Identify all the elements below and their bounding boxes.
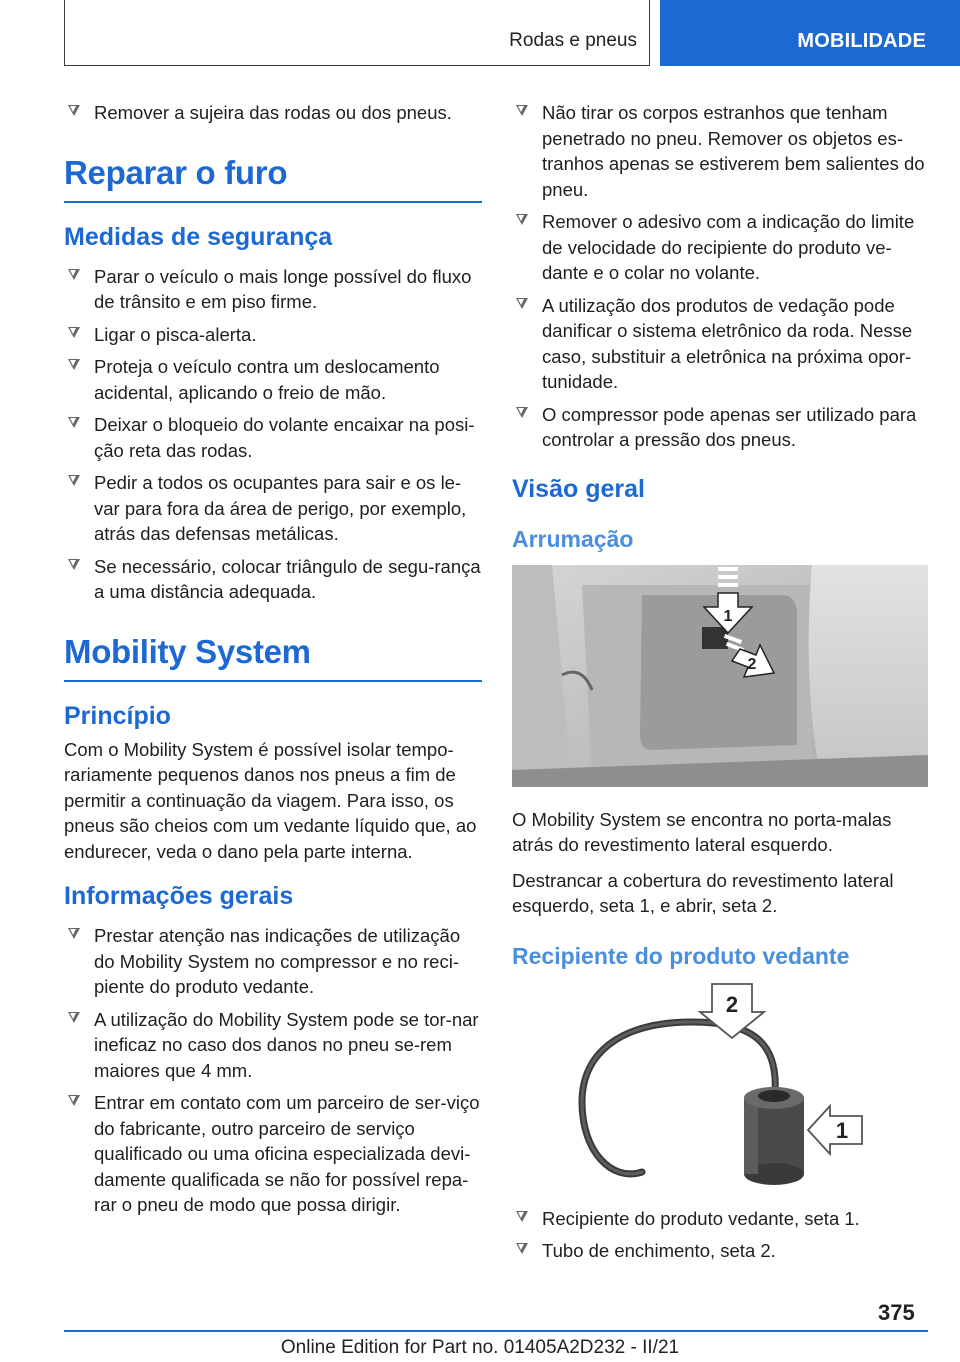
- list-item: Ligar o pisca-alerta.: [64, 322, 482, 348]
- list-item: Parar o veículo o mais longe possível do fluxo de trânsito e em piso firme.: [64, 264, 482, 315]
- arrow-1-label: 1: [835, 1117, 849, 1143]
- list-item: Pedir a todos os ocupantes para sair e os le-var para fora da área de perigo, por exemplo, atrás das defensas metálicas.: [64, 470, 482, 547]
- bullet-triangle-icon: [68, 105, 80, 116]
- heading-sealant-container: Recipiente do produto vedante: [512, 942, 850, 969]
- list-item: A utilização dos produtos de vedação pode danificar o sistema eletrônico da roda. Nesse caso, substituir a eletrônica na próxima opor-tunidade.: [512, 293, 928, 395]
- precaution-list: [512, 100, 928, 453]
- container-list: [512, 1206, 928, 1264]
- sealant-container-figure: [512, 982, 928, 1196]
- list-item: Entrar em contato com um parceiro de ser-viço do fabricante, outro parceiro de serviço qualificado ou uma oficina especializada devi-damente qualificada se não for possível repa-rar o pneu de modo que possa dirigir.: [64, 1090, 482, 1218]
- sealant-container-illustration: [512, 982, 928, 1196]
- arrow-2-label: 2: [747, 655, 757, 673]
- edition-link[interactable]: Online Edition for Part no. 01405A2D232 - II/21: [280, 1337, 680, 1358]
- list-item: Não tirar os corpos estranhos que tenham penetrado no pneu. Remover os objetos es-tranhos apenas se estiverem bem salientes do pneu.: [512, 100, 928, 202]
- heading-overview: Visão geral: [512, 474, 645, 503]
- bullet-triangle-icon: [68, 417, 80, 428]
- bullet-triangle-icon: [516, 1243, 528, 1254]
- right-column: [512, 100, 928, 1271]
- heading-general-info: Informações gerais: [64, 882, 294, 910]
- bullet-triangle-icon: [516, 407, 528, 418]
- bullet-triangle-icon: [68, 1012, 80, 1023]
- bullet-triangle-icon: [68, 475, 80, 486]
- list-item: Remover o adesivo com a indicação do limite de velocidade do recipiente do produto ve-dante e o colar no volante.: [512, 209, 928, 286]
- page-number: 375: [878, 1300, 915, 1325]
- left-column: [64, 100, 482, 1225]
- heading-principle: Princípio: [64, 701, 171, 730]
- list-item: Proteja o veículo contra um deslocamento acidental, aplicando o freio de mão.: [64, 354, 482, 405]
- header-frame: [64, 0, 650, 66]
- list-item: Tubo de enchimento, seta 2.: [512, 1238, 928, 1264]
- storage-paragraph-2: Destrancar a cobertura do revestimento lateral esquerdo, seta 1, e abrir, seta 2.: [512, 869, 894, 916]
- list-item: O compressor pode apenas ser utilizado para controlar a pressão dos pneus.: [512, 402, 928, 453]
- list-item: A utilização do Mobility System pode se tor-nar ineficaz no caso dos danos no pneu se-rem maiores que 4 mm.: [64, 1007, 482, 1084]
- section-title: Rodas e pneus: [509, 30, 637, 51]
- heading-mobility-system: Mobility System: [64, 633, 482, 682]
- arrow-1-label: 1: [723, 607, 733, 625]
- bullet-triangle-icon: [68, 359, 80, 370]
- list-item: Prestar atenção nas indicações de utilização do Mobility System no compressor e no reci-piente do produto vedante.: [64, 923, 482, 1000]
- safety-list: [64, 264, 482, 605]
- list-item: Remover a sujeira das rodas ou dos pneus.: [64, 100, 482, 126]
- bullet-triangle-icon: [68, 269, 80, 280]
- arrow-2-label: 2: [725, 991, 739, 1017]
- heading-repair: Reparar o furo: [64, 154, 482, 203]
- list-item: Deixar o bloqueio do volante encaixar na posi-ção reta das rodas.: [64, 412, 482, 463]
- general-list: [64, 923, 482, 1218]
- storage-paragraph-1: O Mobility System se encontra no porta-malas atrás do revestimento lateral esquerdo.: [512, 808, 892, 855]
- heading-safety: Medidas de segurança: [64, 222, 333, 251]
- bullet-triangle-icon: [516, 214, 528, 225]
- bullet-triangle-icon: [68, 327, 80, 338]
- principle-paragraph: Com o Mobility System é possível isolar tempo-rariamente pequenos danos nos pneus a fim de permitir a continuação da viagem. Para isso, os pneus são cheios com um vedante líquido que, ao endurecer, veda o dano pela parte interna.: [64, 738, 477, 862]
- list-item: Se necessário, colocar triângulo de segu-rança a uma distância adequada.: [64, 554, 482, 605]
- bullet-triangle-icon: [516, 1211, 528, 1222]
- chapter-label: MOBILIDADE: [797, 30, 926, 52]
- chapter-tab[interactable]: [660, 0, 960, 66]
- bullet-triangle-icon: [68, 928, 80, 939]
- footer-divider: [64, 1330, 928, 1332]
- list-item: Recipiente do produto vedante, seta 1.: [512, 1206, 928, 1232]
- bullet-triangle-icon: [516, 298, 528, 309]
- trunk-panel-illustration: [512, 565, 928, 787]
- bullet-triangle-icon: [68, 1095, 80, 1106]
- trunk-panel-figure: [512, 565, 928, 787]
- bullet-triangle-icon: [516, 105, 528, 116]
- heading-storage: Arrumação: [512, 525, 634, 552]
- bullet-triangle-icon: [68, 559, 80, 570]
